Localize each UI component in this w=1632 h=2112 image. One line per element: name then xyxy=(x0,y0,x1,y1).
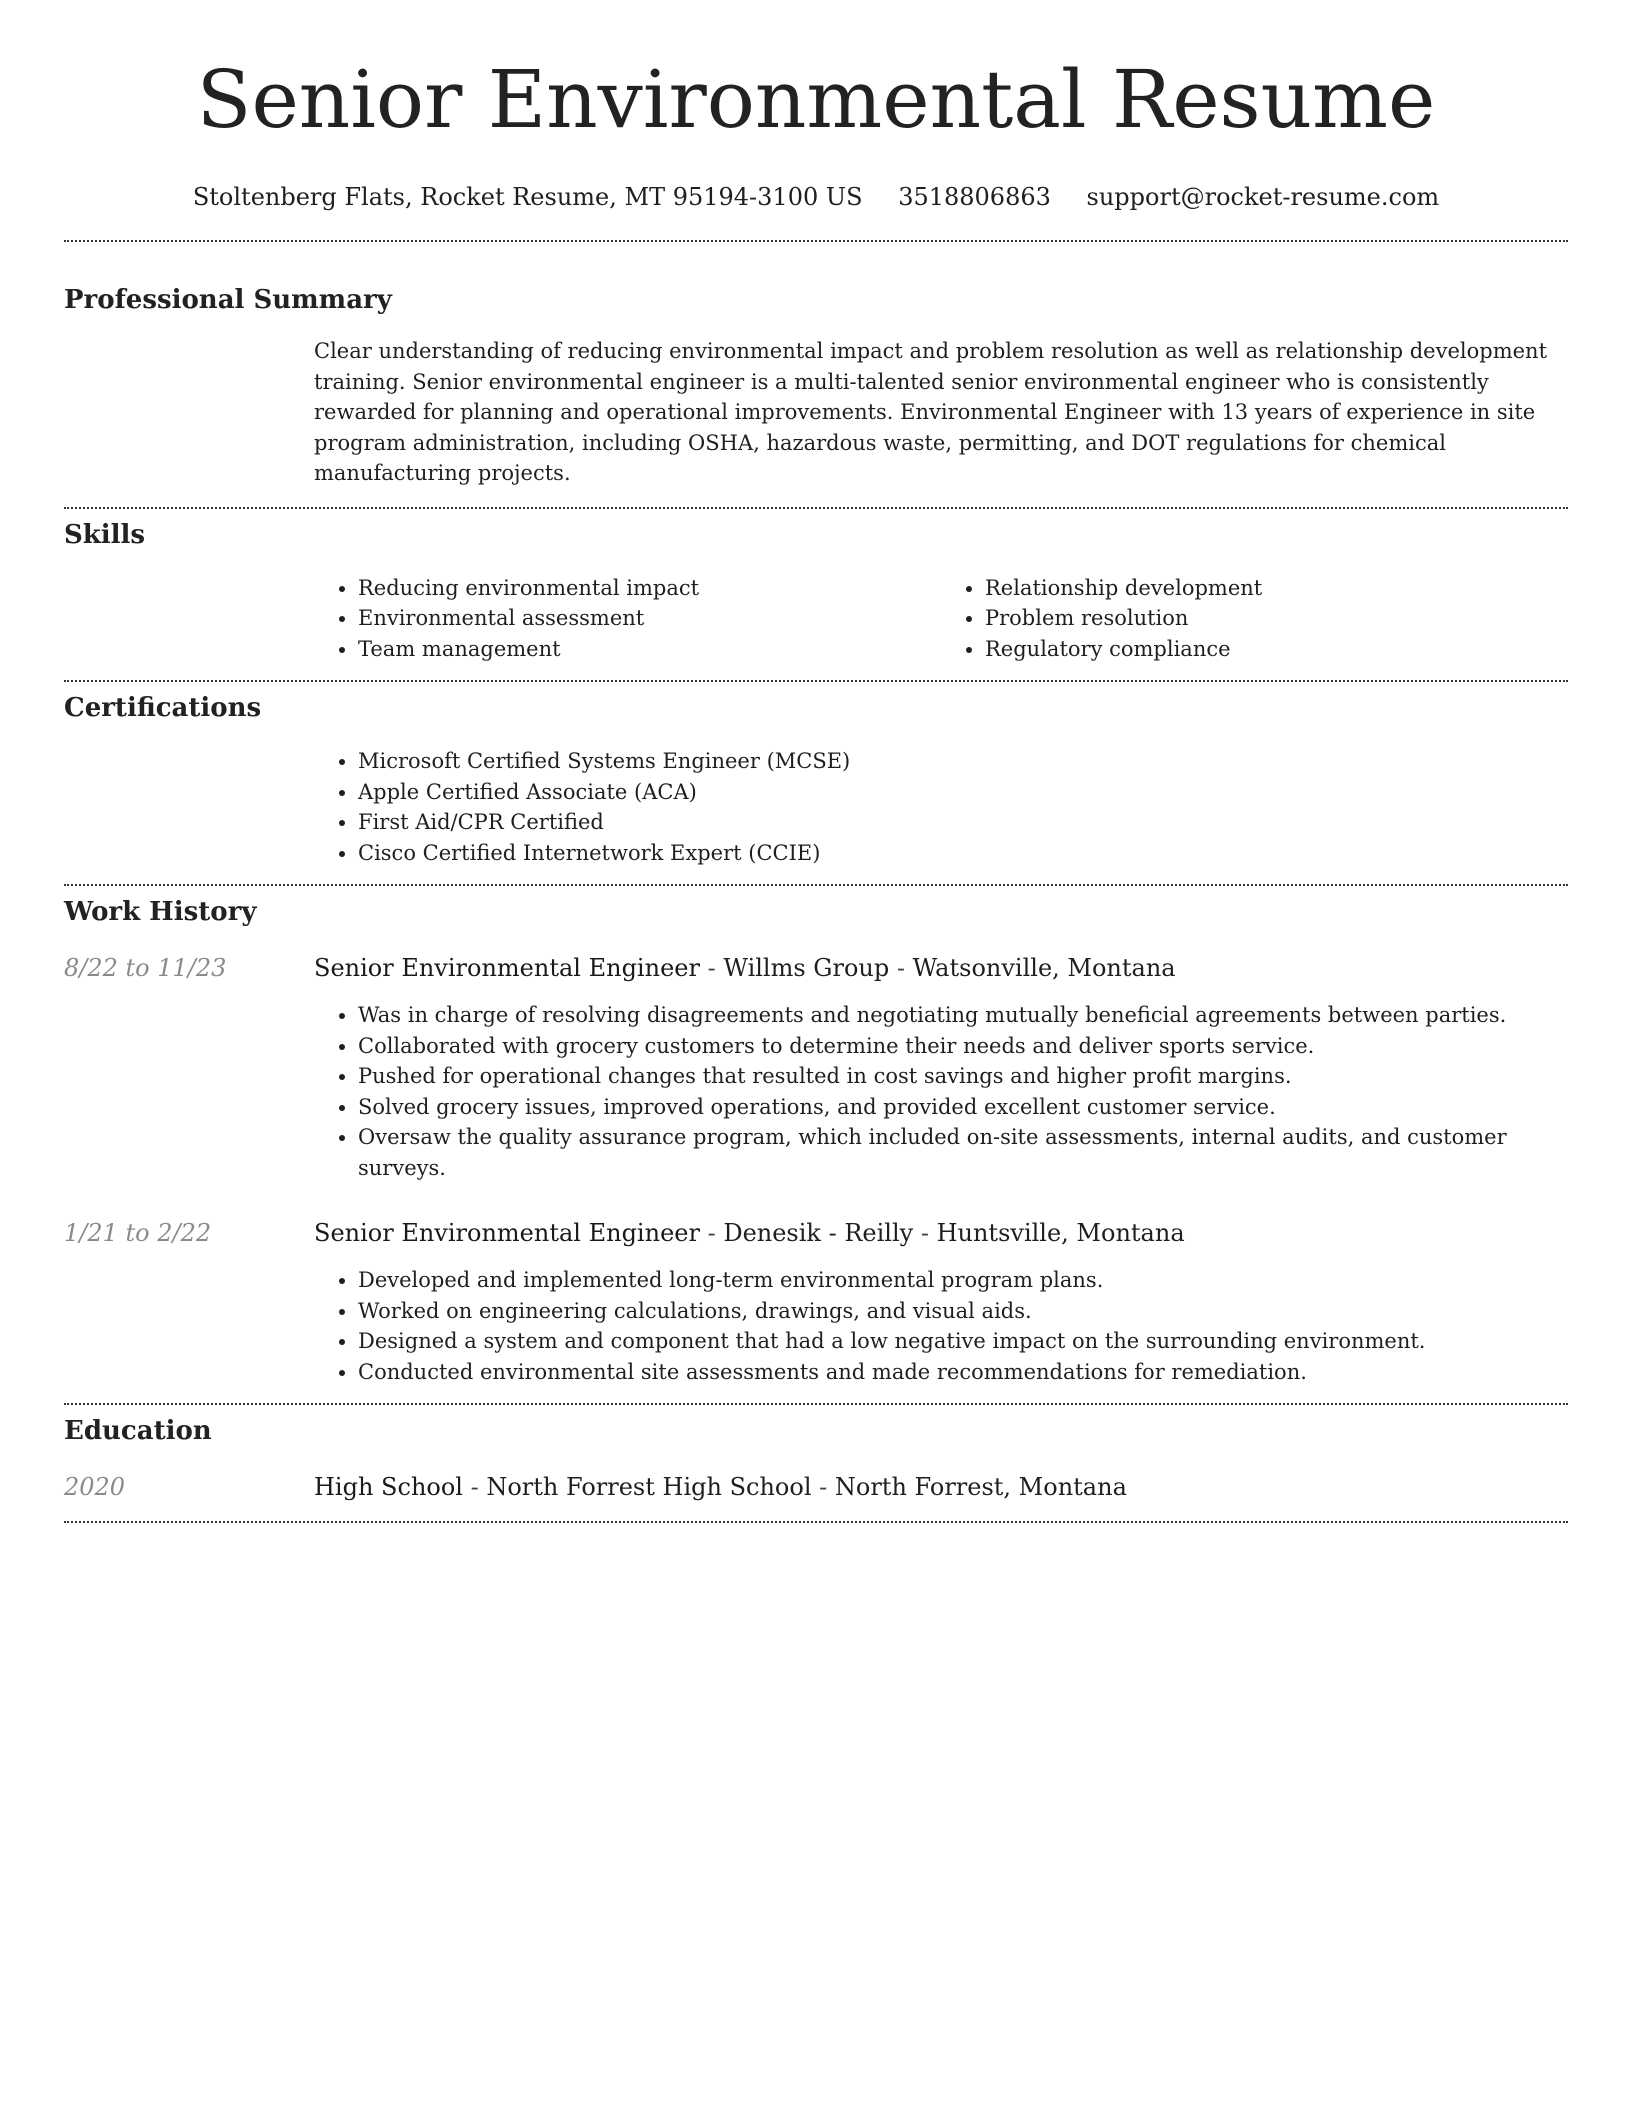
separator: - xyxy=(811,1473,835,1501)
education-section xyxy=(64,1405,1568,1521)
education-location: North Forrest, Montana xyxy=(834,1473,1127,1501)
contact-address: Stoltenberg Flats, Rocket Resume, MT 95194-3100 US xyxy=(192,183,863,211)
job-location: Huntsville, Montana xyxy=(936,1219,1185,1247)
list-item: • Designed a system and component that had a low negative impact on the surrounding environment. xyxy=(358,1326,1568,1357)
job-role: Senior Environmental Engineer xyxy=(314,954,700,982)
work-history-section xyxy=(64,886,1568,1403)
contact-email: support@rocket-resume.com xyxy=(1086,183,1440,211)
certifications-heading: Certifications xyxy=(64,693,262,723)
separator: - xyxy=(699,1219,724,1247)
separator: - xyxy=(699,954,724,982)
resume-header xyxy=(0,0,1632,212)
list-item: • Microsoft Certified Systems Engineer (MCSE) xyxy=(358,746,1568,777)
job-title-line xyxy=(314,1217,1568,1249)
list-item: • Developed and implemented long-term environmental program plans. xyxy=(358,1265,1568,1296)
resume-title: Senior Environmental Resume xyxy=(196,53,1436,146)
job-bullets xyxy=(314,1000,1568,1183)
job-bullets xyxy=(314,1265,1568,1387)
work-history-heading: Work History xyxy=(64,897,257,927)
education-title-line xyxy=(314,1471,1568,1503)
summary-text: Clear understanding of reducing environmental impact and problem resolution as well as relationship development training. Senior environmental engineer is a multi-talented senior environmental engineer who is consistently rewarded for planning and operational improvements. Environmental Engineer with 13 years of experience in site program administration, including OSHA, hazardous waste, permitting, and DOT regulations for chemical manufacturing projects. xyxy=(314,339,1548,485)
list-item: • Pushed for operational changes that resulted in cost savings and higher profit margins. xyxy=(358,1061,1568,1092)
job-role: Senior Environmental Engineer xyxy=(314,1219,700,1247)
list-item: • Regulatory compliance xyxy=(985,634,1568,665)
job-location: Watsonville, Montana xyxy=(912,954,1176,982)
list-item: • Collaborated with grocery customers to determine their needs and deliver sports service. xyxy=(358,1031,1568,1062)
summary-section xyxy=(64,242,1568,507)
job-dates: 1/21 to 2/22 xyxy=(64,1219,212,1247)
education-degree: High School xyxy=(314,1473,463,1501)
skills-list-left xyxy=(314,573,941,665)
job-title-line xyxy=(314,952,1568,984)
job-dates: 8/22 to 11/23 xyxy=(64,954,227,982)
job-company: Willms Group xyxy=(723,954,890,982)
list-item: • Apple Certified Associate (ACA) xyxy=(358,777,1568,808)
job-entry xyxy=(64,1217,1568,1387)
list-item: • Reducing environmental impact xyxy=(358,573,941,604)
section-divider xyxy=(64,1521,1568,1523)
list-item: • Conducted environmental site assessments and made recommendations for remediation. xyxy=(358,1357,1568,1388)
contact-line xyxy=(0,182,1632,212)
list-item: • Cisco Certified Internetwork Expert (CCIE) xyxy=(358,838,1568,869)
contact-phone: 3518806863 xyxy=(898,183,1051,211)
list-item: • Environmental assessment xyxy=(358,603,941,634)
list-item: • Oversaw the quality assurance program, which included on-site assessments, internal audits, and customer surveys. xyxy=(358,1122,1568,1183)
separator: - xyxy=(913,1219,937,1247)
job-company: Denesik - Reilly xyxy=(723,1219,914,1247)
resume-body xyxy=(64,240,1568,1523)
certifications-section xyxy=(64,682,1568,884)
list-item: • Problem resolution xyxy=(985,603,1568,634)
education-school: North Forrest High School xyxy=(486,1473,812,1501)
separator: - xyxy=(462,1473,487,1501)
list-item: • Worked on engineering calculations, drawings, and visual aids. xyxy=(358,1296,1568,1327)
separator: - xyxy=(889,954,913,982)
skills-heading: Skills xyxy=(64,519,146,550)
list-item: • Was in charge of resolving disagreements and negotiating mutually beneficial agreements between parties. xyxy=(358,1000,1568,1031)
list-item: • Relationship development xyxy=(985,573,1568,604)
list-item: • Team management xyxy=(358,634,941,665)
list-item: • Solved grocery issues, improved operations, and provided excellent customer service. xyxy=(358,1092,1568,1123)
education-year: 2020 xyxy=(64,1473,126,1501)
certifications-list xyxy=(314,746,1568,868)
education-heading: Education xyxy=(64,1416,212,1446)
list-item: • First Aid/CPR Certified xyxy=(358,807,1568,838)
skills-section xyxy=(64,509,1568,681)
education-entry xyxy=(64,1471,1568,1503)
summary-heading: Professional Summary xyxy=(64,285,392,315)
skills-list-right xyxy=(941,573,1568,665)
job-entry xyxy=(64,952,1568,1183)
